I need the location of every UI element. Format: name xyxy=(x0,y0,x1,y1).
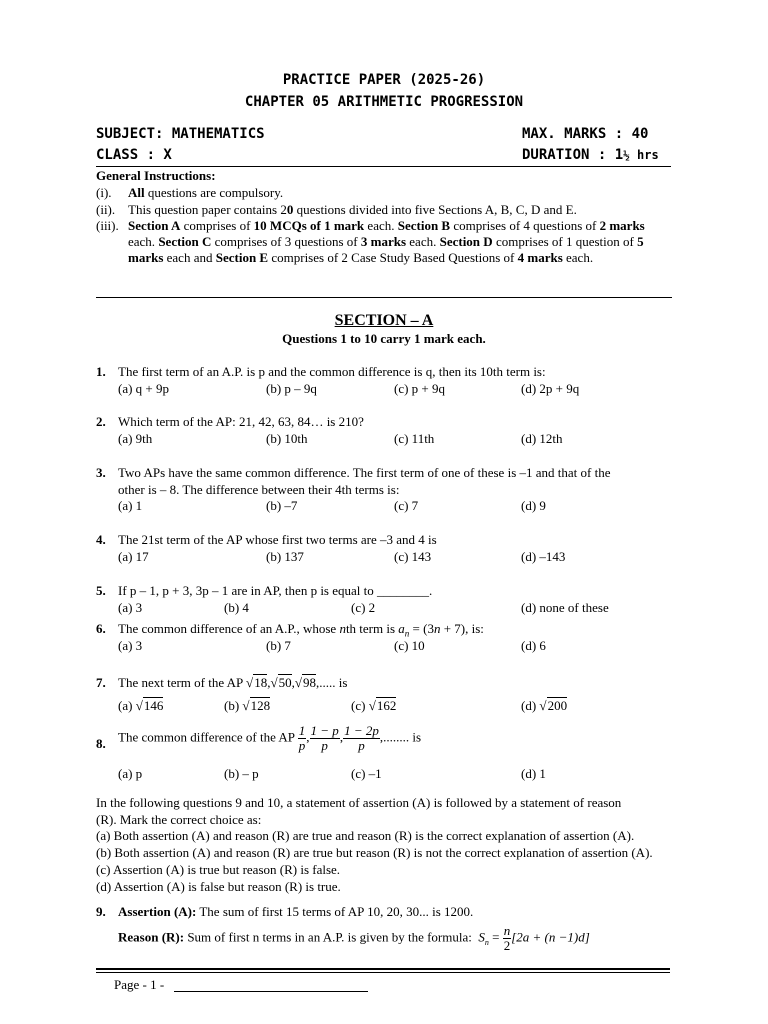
q4-text: The 21st term of the AP whose first two terms are –3 and 4 is xyxy=(118,532,437,547)
q8-number: 8. xyxy=(96,736,106,751)
q4-option-d: (d) –143 xyxy=(521,549,566,564)
assertion-choice-a: (a) Both assertion (A) and reason (R) are true and reason (R) is the correct explanation of assertion (A). xyxy=(96,828,635,843)
assertion-intro-line2: (R). Mark the correct choice as: xyxy=(96,812,262,827)
q1-option-c: (c) p + 9q xyxy=(394,381,446,396)
assertion-choice-c: (c) Assertion (A) is true but reason (R) is false. xyxy=(96,862,341,877)
q7-option-a: (a) √146 xyxy=(118,698,164,713)
q8-fraction-3: $\frac{1 - 2p}{p}$ xyxy=(344,723,379,753)
instruction-iii-num: (iii). xyxy=(96,218,119,233)
section-a-subtitle: Questions 1 to 10 carry 1 mark each. xyxy=(282,331,486,346)
q1-text: The first term of an A.P. is p and the common difference is q, then its 10th term is: xyxy=(118,364,546,379)
q9-number: 9. xyxy=(96,904,106,919)
q8-option-d: (d) 1 xyxy=(521,766,546,781)
section-a-title: SECTION – A xyxy=(334,312,434,329)
instruction-ii-num: (ii). xyxy=(96,202,116,217)
q7-text: The next term of the AP √18,√50,√98,..... is xyxy=(118,675,348,690)
q7-option-d: (d) √200 xyxy=(521,698,568,713)
duration-label: DURATION : 1½ hrs xyxy=(522,147,659,163)
q3-option-b: (b) –7 xyxy=(266,498,298,513)
q6-option-d: (d) 6 xyxy=(521,638,546,653)
instruction-i-num: (i). xyxy=(96,185,112,200)
q5-number: 5. xyxy=(96,583,106,598)
q6-option-c: (c) 10 xyxy=(394,638,425,653)
q6-option-b: (b) 7 xyxy=(266,638,291,653)
paper-title: PRACTICE PAPER (2025-26) xyxy=(282,72,486,88)
q3-number: 3. xyxy=(96,465,106,480)
instruction-ii: This question paper contains 20 questions divided into five Sections A, B, C, D and E. xyxy=(128,202,577,217)
q8-option-b: (b) – p xyxy=(224,766,259,781)
q7-option-b: (b) √128 xyxy=(224,698,271,713)
q5-text: If p – 1, p + 3, 3p – 1 are in AP, then p is equal to ________. xyxy=(118,583,433,598)
q1-number: 1. xyxy=(96,364,106,379)
q4-option-b: (b) 137 xyxy=(266,549,304,564)
instruction-iii-line1: Section A comprises of 10 MCQs of 1 mark each. Section B comprises of 4 questions of 2 marks xyxy=(128,218,645,233)
instruction-i: All questions are compulsory. xyxy=(128,185,284,200)
instruction-iii-line2: each. Section C comprises of 3 questions of 3 marks each. Section D comprises of 1 question of 5 xyxy=(128,234,644,249)
q7-number: 7. xyxy=(96,675,106,690)
assertion-choice-b: (b) Both assertion (A) and reason (R) are true but reason (R) is not the correct explanation of assertion (A). xyxy=(96,845,653,860)
q1-option-d: (d) 2p + 9q xyxy=(521,381,580,396)
q4-option-a: (a) 17 xyxy=(118,549,149,564)
q3-option-c: (c) 7 xyxy=(394,498,419,513)
q2-option-d: (d) 12th xyxy=(521,431,563,446)
q9-formula-fraction: $\frac{n}{2}$ xyxy=(503,923,511,953)
q1-option-a: (a) q + 9p xyxy=(118,381,170,396)
instruction-iii-line3: marks each and Section E comprises of 2 Case Study Based Questions of 4 marks each. xyxy=(128,250,594,265)
q4-number: 4. xyxy=(96,532,106,547)
q6-option-a: (a) 3 xyxy=(118,638,143,653)
q3-text-line1: Two APs have the same common difference. The first term of one of these is –1 and that of the xyxy=(118,465,611,480)
chapter-title: CHAPTER 05 ARITHMETIC PROGRESSION xyxy=(244,94,524,110)
q5-option-a: (a) 3 xyxy=(118,600,143,615)
header-divider xyxy=(96,166,671,167)
q8-fraction-1: $\frac{1}{p}$ xyxy=(298,723,306,753)
q8-option-a: (a) p xyxy=(118,766,143,781)
q3-option-a: (a) 1 xyxy=(118,498,143,513)
q2-option-b: (b) 10th xyxy=(266,431,308,446)
q3-text-line2: other is – 8. The difference between their 4th terms is: xyxy=(118,482,400,497)
q8-fraction-2: $\frac{1 - p}{p}$ xyxy=(310,723,339,753)
q2-number: 2. xyxy=(96,414,106,429)
assertion-choice-d: (d) Assertion (A) is false but reason (R) is true. xyxy=(96,879,341,894)
q3-option-d: (d) 9 xyxy=(521,498,546,513)
q6-text: The common difference of an A.P., whose nth term is $a_n = (3n + 7)$, is: xyxy=(118,621,484,639)
q9-assertion: Assertion (A): The sum of first 15 terms of AP 10, 20, 30... is 1200. xyxy=(118,904,474,919)
q2-option-a: (a) 9th xyxy=(118,431,153,446)
instructions-divider xyxy=(96,297,672,298)
subject-label: SUBJECT: MATHEMATICS xyxy=(96,126,265,142)
q9-reason: Reason (R): Sum of first n terms in an A.P. is given by the formula: $S_n$ = $\frac{n}{2}$ [2a + (n −1)d] xyxy=(118,923,590,953)
q8-text: The common difference of the AP $\frac{1}{p}$ , $\frac{1 - p}{p}$ , $\frac{1 - 2p}{p}$ ,........ is xyxy=(118,723,422,753)
q2-text: Which term of the AP: 21, 42, 63, 84… is 210? xyxy=(118,414,364,429)
class-label: CLASS : X xyxy=(96,147,172,163)
q1-option-b: (b) p – 9q xyxy=(266,381,317,396)
max-marks-label: MAX. MARKS : 40 xyxy=(522,126,649,142)
q8-option-c: (c) –1 xyxy=(351,766,382,781)
q4-option-c: (c) 143 xyxy=(394,549,432,564)
page-number: Page - 1 - xyxy=(114,977,165,992)
footer-divider-thin xyxy=(96,972,670,973)
q6-number: 6. xyxy=(96,621,106,636)
assertion-intro-line1: In the following questions 9 and 10, a statement of assertion (A) is followed by a statement of reason xyxy=(96,795,622,810)
instructions-heading: General Instructions: xyxy=(96,168,216,183)
q5-option-b: (b) 4 xyxy=(224,600,249,615)
q5-option-d: (d) none of these xyxy=(521,600,609,615)
footer-blank-line xyxy=(174,991,368,992)
q2-option-c: (c) 11th xyxy=(394,431,435,446)
footer-divider-thick xyxy=(96,968,670,970)
q5-option-c: (c) 2 xyxy=(351,600,376,615)
q7-option-c: (c) √162 xyxy=(351,698,397,713)
